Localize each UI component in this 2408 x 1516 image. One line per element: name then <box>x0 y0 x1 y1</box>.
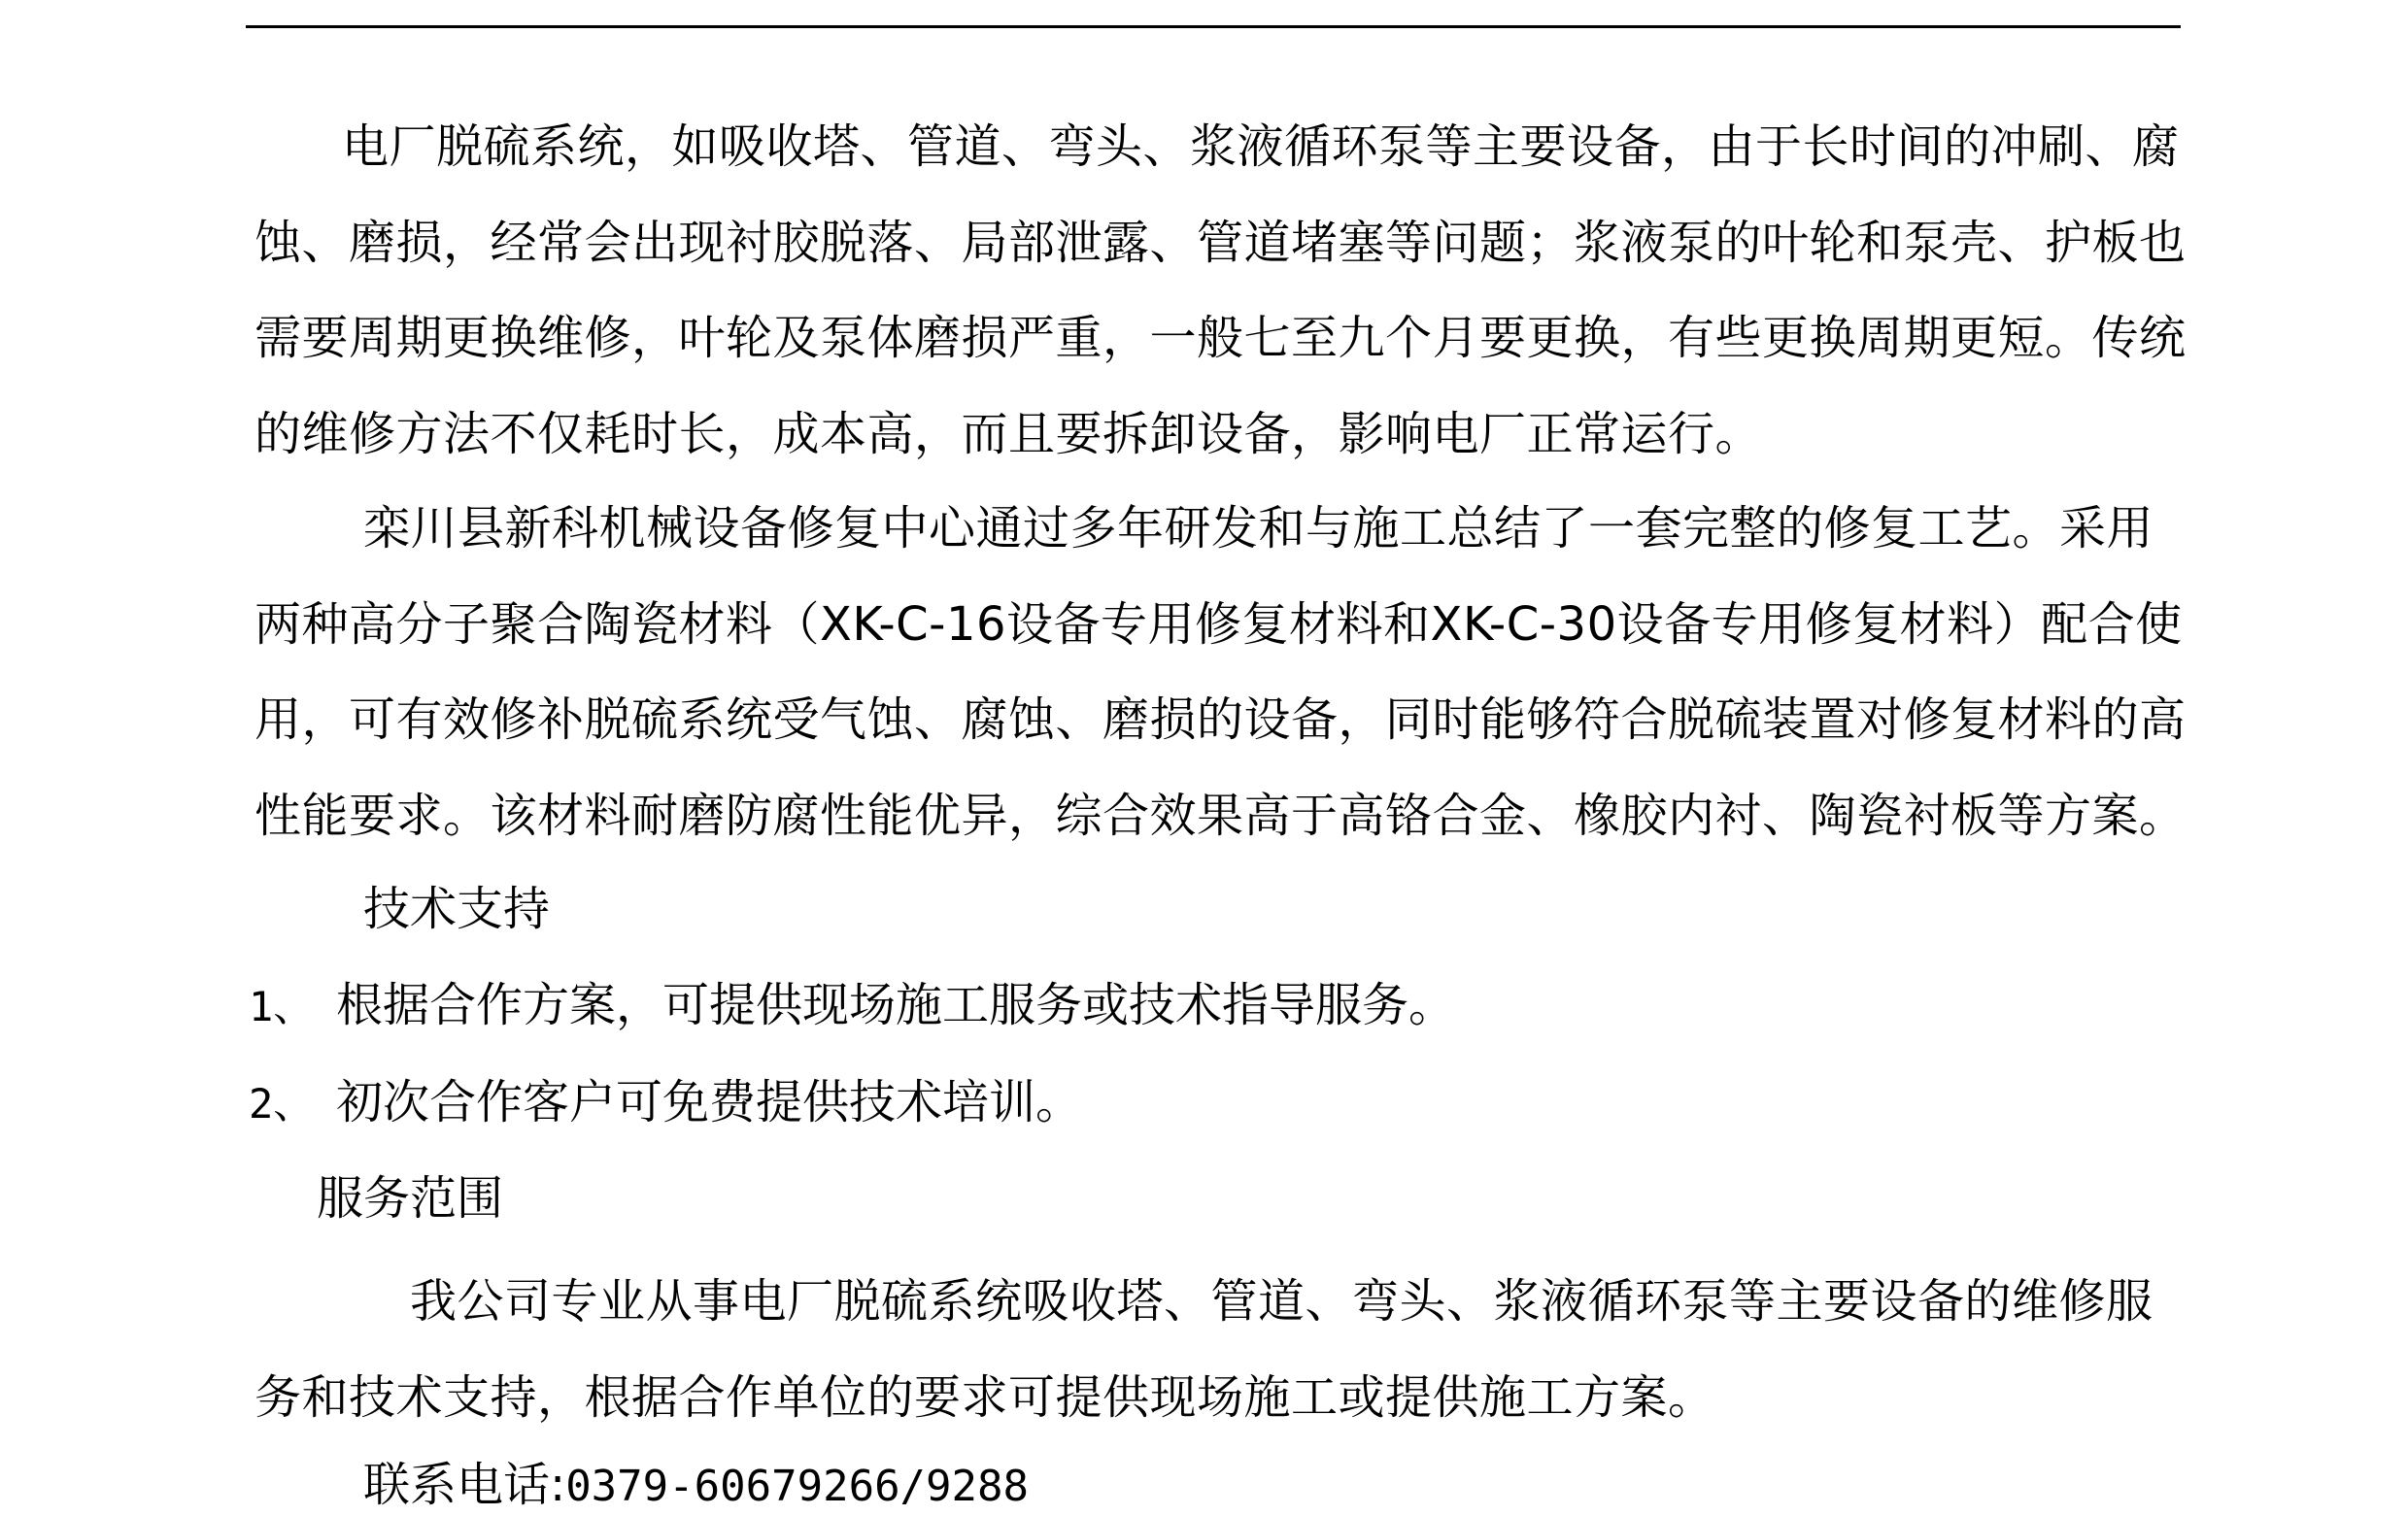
heading-technical-support: 技术支持 <box>363 882 551 936</box>
header-rule <box>246 25 2181 28</box>
heading-service-scope: 服务范围 <box>317 1171 504 1226</box>
support-item <box>249 1073 1082 1133</box>
company-paragraph: 栾川县新科机械设备修复中心通过多年研发和与施工总结了一套完整的修复工艺。采用两种高分子聚合陶瓷材料（XK-C-16设备专用修复材料和XK-C-30设备专用修复材料）配合使用，可有效修补脱硫系统受气蚀、腐蚀、磨损的设备，同时能够符合脱硫装置对修复材料的高性能要求。该材料耐磨防腐性能优异，综合效果高于高铬合金、橡胶内衬、陶瓷衬板等方案。 <box>254 501 2187 843</box>
support-item <box>249 976 1455 1036</box>
intro-paragraph: 电厂脱硫系统，如吸收塔、管道、弯头、浆液循环泵等主要设备，由于长时间的冲刷、腐蚀、磨损，经常会出现衬胶脱落、局部泄露、管道堵塞等问题；浆液泵的叶轮和泵壳、护板也需要周期更换维修，叶轮及泵体磨损严重，一般七至九个月要更换，有些更换周期更短。传统的维修方法不仅耗时长，成本高，而且要拆卸设备，影响电厂正常运行。 <box>254 119 2187 461</box>
support-item-number: 1、 <box>249 983 315 1030</box>
contact-label: 联系电话: <box>363 1458 566 1512</box>
support-item-text: 根据合作方案，可提供现场施工服务或技术指导服务。 <box>336 978 1456 1032</box>
service-paragraph: 我公司专业从事电厂脱硫系统吸收塔、管道、弯头、浆液循环泵等主要设备的维修服务和技术支持，根据合作单位的要求可提供现场施工或提供施工方案。 <box>254 1274 2154 1425</box>
support-item-text: 初次合作客户可免费提供技术培训。 <box>336 1075 1083 1129</box>
contact-phone: 0379-60679266/9288 <box>565 1462 1030 1511</box>
support-item-number: 2、 <box>249 1080 315 1128</box>
